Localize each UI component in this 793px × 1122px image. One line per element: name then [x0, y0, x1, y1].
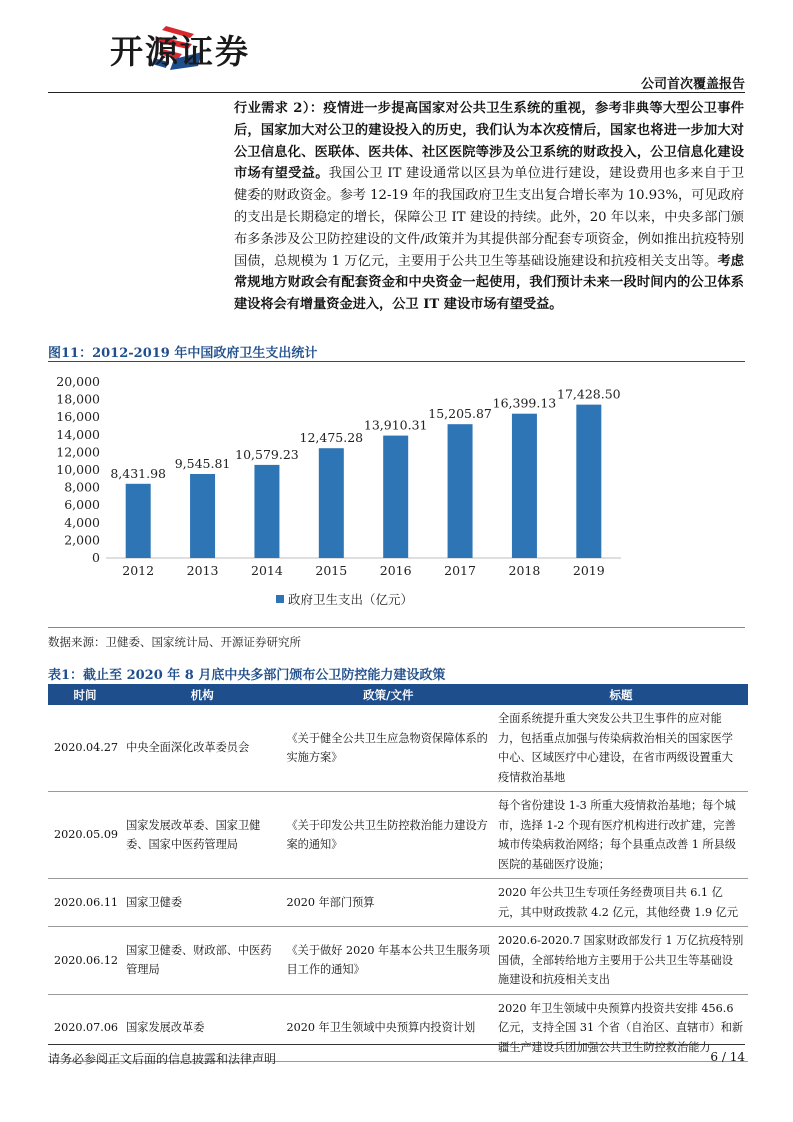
paragraph-bold-intro: 行业需求 2）：疫情进一步提高国家对公共卫生系统的重视，参考非典等大型公卫事件后，国家加大对公卫的建设投入的历史，我们认为本次疫情后，国家也将进一步加大对公卫信息化、医联体、医共体、社区医院等涉及公卫系统的财政投入，公卫信息化建设市场有望受益。 — [234, 101, 744, 182]
cell-org: 国家卫健委、财政部、中医药管理局 — [122, 927, 282, 995]
y-axis — [56, 374, 100, 565]
x-tick-label: 2017 — [444, 563, 476, 578]
paragraph-bold-outro: 考虑常规地方财政会有配套资金和中央资金一起使用，我们预计未来一段时间内的公卫体系建设将会有增量资金进入，公卫 IT 建设市场有望受益。 — [234, 253, 744, 313]
table-title: 表1：截止至 2020 年 8 月底中央多部门颁布公卫防控能力建设政策 — [48, 668, 446, 683]
bar-value-label: 17,428.50 — [557, 386, 621, 402]
cell-date: 2020.04.27 — [48, 705, 122, 792]
bar-value-label: 9,545.81 — [174, 455, 231, 471]
figure-bottom-rule — [48, 627, 745, 628]
cell-doc: 《关于做好 2020 年基本公共卫生服务项目工作的通知》 — [282, 927, 494, 995]
cell-org: 国家卫健委 — [122, 879, 282, 927]
cell-title: 每个省份建设 1-3 所重大疫情救治基地；每个城市，选择 1-2 个现有医疗机构进行改扩建，完善城市传染病救治网络；每个县重点改善 1 所县级医院的基础医疗设施； — [494, 792, 748, 879]
y-tick-label: 12,000 — [56, 444, 100, 460]
cell-org: 国家发展改革委、国家卫健委、国家中医药管理局 — [122, 792, 282, 879]
x-tick-label: 2018 — [508, 563, 541, 578]
y-tick-label: 10,000 — [56, 462, 100, 477]
legend-label: 政府卫生支出（亿元） — [288, 592, 414, 607]
table-body — [48, 705, 748, 1062]
cell-title: 2020 年卫生领域中央预算内投资共安排 456.6 亿元，支持全国 31 个省（自治区、直辖市）和新疆生产建设兵团加强公共卫生防控救治能力 — [494, 994, 748, 1062]
bar-value-label: 10,579.23 — [235, 446, 299, 462]
x-tick-label: 2014 — [251, 563, 283, 578]
bar — [254, 465, 279, 558]
footer-divider — [48, 1044, 745, 1045]
bar — [576, 405, 601, 558]
report-type: 公司首次覆盖报告 — [640, 77, 745, 92]
bar-value-label: 16,399.13 — [492, 395, 557, 411]
y-tick-label: 6,000 — [64, 497, 100, 513]
cell-date: 2020.06.11 — [48, 879, 122, 927]
header-org: 机构 — [122, 684, 282, 705]
table-header-row — [48, 684, 748, 705]
figure-source: 数据来源：卫健委、国家统计局、开源证券研究所 — [48, 635, 301, 649]
x-tick-label: 2016 — [379, 563, 412, 578]
bars — [110, 387, 620, 578]
y-tick-label: 20,000 — [56, 374, 100, 389]
table-row — [48, 927, 748, 995]
header-divider — [48, 92, 745, 93]
cell-doc: 2020 年卫生领域中央预算内投资计划 — [282, 994, 494, 1062]
figure-title: 图11：2012-2019 年中国政府卫生支出统计 — [48, 346, 318, 361]
cell-date: 2020.06.12 — [48, 927, 122, 995]
table-row — [48, 705, 748, 792]
bar — [126, 484, 151, 558]
cell-date: 2020.05.09 — [48, 792, 122, 879]
cell-doc: 《关于健全公共卫生应急物资保障体系的实施方案》 — [282, 705, 494, 792]
cell-doc: 2020 年部门预算 — [282, 879, 494, 927]
paragraph-body: 我国公卫 IT 建设通常以区县为单位进行建设，建设费用也多来自于卫健委的财政资金。参考 12-19 年的我国政府卫生支出复合增长率为 10.93%，可见政府的支出是长期稳定的增长，保障公卫 IT 建设的持续。此外，20 年以来，中央多部门颁布多条涉及公卫防控建设的文件/政策并为其提供部分配套专项资金，例如推出抗疫特别国债，总规模为 1 万亿元，主要用于公共卫生等基础设施建设和抗疫相关支出等。 — [234, 166, 745, 269]
policy-table — [48, 684, 748, 1062]
chart-legend — [276, 592, 413, 607]
x-tick-label: 2015 — [315, 563, 348, 578]
header-title: 标题 — [494, 684, 748, 705]
cell-org: 国家发展改革委 — [122, 994, 282, 1062]
y-tick-label: 14,000 — [56, 426, 100, 442]
bar-value-label: 15,205.87 — [428, 406, 492, 422]
bar-value-label: 8,431.98 — [110, 465, 167, 481]
cell-doc: 《关于印发公共卫生防控救治能力建设方案的通知》 — [282, 792, 494, 879]
header-date: 时间 — [48, 684, 122, 705]
cell-org: 中央全面深化改革委员会 — [122, 705, 282, 792]
bar — [448, 424, 473, 558]
y-tick-label: 2,000 — [64, 532, 100, 548]
cell-date: 2020.07.06 — [48, 994, 122, 1062]
y-tick-label: 4,000 — [64, 514, 100, 530]
page-number: 6 / 14 — [710, 1050, 745, 1064]
footer-disclaimer: 请务必参阅正文后面的信息披露和法律声明 — [48, 1052, 277, 1066]
bar — [512, 414, 537, 558]
header-doc: 政策/文件 — [282, 684, 494, 705]
company-name: 开源证券 — [110, 32, 250, 71]
cell-title: 全面系统提升重大突发公共卫生事件的应对能力，包括重点加强与传染病救治相关的国家医学中心、区域医疗中心建设，在省市两级设置重大疫情救治基地 — [494, 705, 748, 792]
cell-title: 2020.6-2020.7 国家财政部发行 1 万亿抗疫特别国债，全部转给地方主要用于公共卫生等基础设施建设和抗疫相关支出 — [494, 927, 748, 995]
x-tick-label: 2013 — [186, 563, 219, 578]
y-tick-label: 18,000 — [56, 391, 100, 407]
table-row — [48, 879, 748, 927]
x-tick-label: 2019 — [572, 563, 605, 578]
bar-value-label: 12,475.28 — [299, 430, 364, 446]
bar — [383, 436, 408, 558]
bar-value-label: 13,910.31 — [363, 417, 428, 433]
y-tick-label: 8,000 — [64, 479, 100, 495]
body-paragraph — [234, 98, 744, 316]
y-tick-label: 0 — [92, 550, 100, 565]
x-tick-label: 2012 — [122, 563, 155, 578]
legend-swatch — [276, 595, 284, 603]
health-expenditure-bar-chart — [48, 362, 745, 626]
bar — [190, 474, 215, 558]
cell-title: 2020 年公共卫生专项任务经费项目共 6.1 亿元，其中财政拨款 4.2 亿元，其他经费 1.9 亿元 — [494, 879, 748, 927]
y-tick-label: 16,000 — [56, 409, 100, 425]
table-row — [48, 792, 748, 879]
bar — [319, 448, 344, 558]
